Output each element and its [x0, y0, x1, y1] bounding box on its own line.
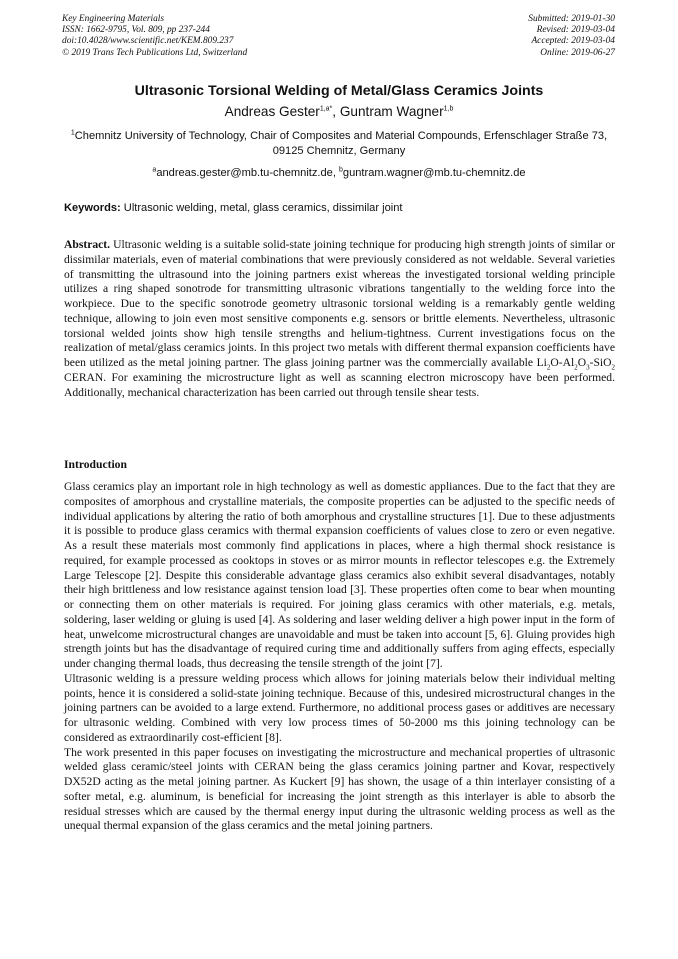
email-a-marker: a [152, 166, 157, 174]
revised-date: Revised: 2019-03-04 [536, 25, 615, 36]
online-date: Online: 2019-06-27 [540, 47, 615, 58]
author-1: Andreas Gester [224, 104, 320, 119]
abstract-text-5: CERAN. For examining the microstructure light as well as scanning electron microscopy have been performed. Additionally, mechanical characterization has been carried out through tensile shear tests. [64, 370, 615, 399]
journal-info [62, 14, 247, 59]
formula-sub-4: 2 [611, 363, 615, 372]
author-emails [60, 167, 618, 179]
formula-sub-3: 3 [586, 363, 590, 372]
introduction-body [64, 480, 615, 834]
author-2: Guntram Wagner [339, 104, 444, 119]
affiliation [60, 129, 618, 158]
keywords [64, 202, 624, 214]
affiliation-text: Chemnitz University of Technology, Chair of Composites and Material Compounds, Erfenschlager Straße 73, 09125 Chemnitz, Germany [74, 130, 608, 157]
email-a: andreas.gester@mb.tu-chemnitz.de, [156, 167, 339, 179]
journal-name: Key Engineering Materials [62, 14, 165, 24]
author-line [40, 104, 638, 119]
abstract-text-2: O-Al [550, 356, 575, 369]
publication-dates [528, 14, 615, 59]
keywords-text: Ultrasonic welding, metal, glass ceramics, dissimilar joint [120, 202, 403, 214]
intro-paragraph-2: Ultrasonic welding is a pressure welding process which allows for joining materials below their individual melting points, hence it is considered a solid-state joining technique. Because of this, undesired microstructural changes in the joining partners can be avoided to a large extend. Furthermore, no additional process gases or additives are necessary for ultrasonic welding. Combined with very low process times of 50-2000 ms this joining technology can be considered as extraordinarily cost-efficient [8]. [64, 671, 615, 744]
intro-paragraph-3: The work presented in this paper focuses on investigating the microstructure and mechanical properties of ultrasonic welded glass ceramic/steel joints with CERAN being the glass ceramics joining partner and Kovar, respectively DX52D acting as the metal joining partner. As Kuckert [9] has shown, the usage of a thin interlayer consisting of a softer metal, e.g. aluminum, is beneficial for increasing the joint strength as this interlayer is able to absorb the residual stresses which are caused by the thermal energy input during the ultrasonic welding process as well as the unequal thermal expansion of the glass ceramics and the metal joining partners. [64, 745, 615, 833]
author-separator: , [332, 104, 340, 119]
section-heading-introduction: Introduction [64, 458, 127, 471]
accepted-date: Accepted: 2019-03-04 [531, 36, 615, 47]
abstract-text-3: O [577, 356, 587, 369]
abstract [64, 238, 615, 400]
email-b: guntram.wagner@mb.tu-chemnitz.de [342, 167, 526, 179]
intro-paragraph-1: Glass ceramics play an important role in high technology as well as domestic appliances. Due to the fact that they are composites of amorphous and crystalline materials, the composite properties can be adjusted to the specific needs of individual applications by altering the ratio of both amorphous and crystalline structures [1]. Due to these adjustments it is possible to produce glass ceramics with thermal expansion coefficients of values close to zero or even negative. As a result these materials most commonly find applications in places, where a high thermal shock resistance is required, for example processed as cooktops in stoves or as mirror mounts in reflector telescopes e.g. the Extremely Large Telescope [2]. Despite this considerable advantage glass ceramics also exhibit several disadvantages, notably their high brittleness and low resistance against tension load [3]. These properties often come to bear when mounting or connecting them on other materials is required. For joining glass ceramics with other materials, e.g. metals, soldering, laser welding or gluing is used [4]. As soldering and laser welding deliver a high power input in the form of heat, unwelcome microstructural changes are unavoidable and must be taken into account [5, 6]. Gluing provides high strength joints but has the disadvantage of required curing time and additionally suffers from aging effects, especially under changing thermal loads, thus decreasing the tensile strength of the joint [7]. [64, 480, 615, 670]
paper-title: Ultrasonic Torsional Welding of Metal/Glass Ceramics Joints [134, 83, 544, 99]
copyright: © 2019 Trans Tech Publications Ltd, Switzerland [62, 47, 248, 58]
email-b-marker: b [339, 166, 343, 174]
abstract-label: Abstract. [64, 238, 111, 251]
keywords-label: Keywords: [64, 202, 121, 214]
abstract-text-4: -SiO [589, 356, 612, 369]
author-2-affil: 1,b [443, 105, 454, 113]
affiliation-number: 1 [70, 129, 75, 137]
formula-sub-2: 2 [574, 363, 578, 372]
submitted-date: Submitted: 2019-01-30 [528, 14, 615, 24]
doi: doi:10.4028/www.scientific.net/KEM.809.237 [62, 36, 234, 47]
formula-sub-1: 2 [546, 363, 551, 372]
abstract-text-1: Ultrasonic welding is a suitable solid-state joining technique for producing high strength joints of similar or dissimilar materials, even of material combinations that were previously considered as not weldable. Several varieties of transmitting the ultrasound into the joining partners exist whereas the investigated torsional welding principle utilizes a ring shaped sonotrode for transmitting ultrasonic vibrations tangentially to the welding force into the workpiece. Due to the specific sonotrode geometry ultrasonic torsional welding is a remarkably gentle welding technique, allowing to join even most sensitive components e.g. sensors or brittle elements. Nevertheless, ultrasonic torsional welded joints show high tensile strengths and helium-tightness. Current investigations focus on the realization of metal/glass ceramics joints. In this project two metals with different thermal expansion coefficients have been utilized as the metal joining partner. The glass joining partner was the commercially available Li [64, 238, 615, 369]
issn: ISSN: 1662-9795, Vol. 809, pp 237-244 [62, 25, 210, 36]
author-1-affil: 1,a* [319, 105, 333, 113]
